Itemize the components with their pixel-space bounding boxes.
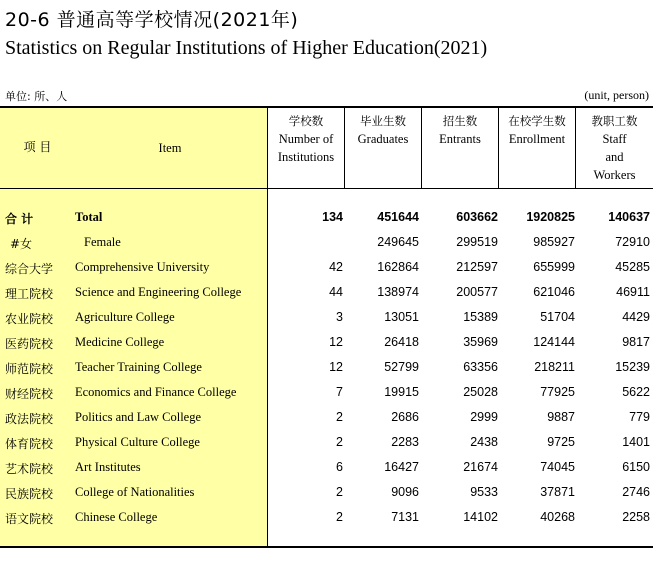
cell-staff: 4429 — [622, 310, 650, 324]
row-label-english: College of Nationalities — [75, 485, 195, 499]
row-label-english: Female — [84, 235, 121, 249]
header-entrants — [422, 108, 498, 188]
row-label-chinese: 财经院校 — [5, 387, 54, 401]
header-staff — [576, 108, 653, 188]
table-row — [0, 335, 653, 360]
cell-institutions: 2 — [336, 435, 343, 449]
cell-enrollment: 9887 — [547, 410, 575, 424]
cell-staff: 6150 — [622, 460, 650, 474]
cell-graduates: 249645 — [377, 235, 419, 249]
header-staff-chinese: 教职工数 — [591, 114, 638, 128]
cell-institutions: 12 — [329, 335, 343, 349]
row-label-chinese: 医药院校 — [5, 337, 54, 351]
cell-staff: 140637 — [608, 210, 650, 224]
row-label-chinese: 政法院校 — [5, 412, 54, 426]
header-graduates — [345, 108, 421, 188]
header-enrollment-chinese: 在校学生数 — [508, 114, 566, 128]
header-item-english: Item — [158, 141, 182, 155]
row-label-english: Art Institutes — [75, 460, 141, 474]
row-label-english: Physical Culture College — [75, 435, 200, 449]
unit-label-english: (unit, person) — [584, 88, 649, 102]
cell-entrants: 299519 — [456, 235, 498, 249]
cell-staff: 9817 — [622, 335, 650, 349]
cell-enrollment: 51704 — [540, 310, 575, 324]
row-label-english: Teacher Training College — [75, 360, 202, 374]
row-label-chinese: 民族院校 — [5, 487, 54, 501]
cell-institutions: 134 — [322, 210, 343, 224]
table-row — [0, 385, 653, 410]
cell-enrollment: 9725 — [547, 435, 575, 449]
header-staff-english-line3: Workers — [593, 168, 636, 182]
row-label-english: Total — [75, 210, 103, 224]
cell-entrants: 15389 — [463, 310, 498, 324]
unit-label-chinese: 单位: 所、人 — [5, 90, 68, 103]
cell-entrants: 2438 — [470, 435, 498, 449]
cell-graduates: 162864 — [377, 260, 419, 274]
cell-staff: 2258 — [622, 510, 650, 524]
cell-graduates: 19915 — [384, 385, 419, 399]
table-row — [0, 410, 653, 435]
cell-entrants: 212597 — [456, 260, 498, 274]
cell-staff: 779 — [629, 410, 650, 424]
cell-enrollment: 621046 — [533, 285, 575, 299]
statistics-table — [0, 106, 653, 548]
header-staff-english-line1: Staff — [602, 132, 627, 146]
table-title-english: Statistics on Regular Institutions of Higher Education(2021) — [5, 37, 488, 59]
header-entrants-english: Entrants — [439, 132, 481, 146]
row-label-chinese: 体育院校 — [5, 437, 54, 451]
table-bottom-rule — [0, 546, 653, 548]
cell-graduates: 138974 — [377, 285, 419, 299]
cell-enrollment: 77925 — [540, 385, 575, 399]
row-label-chinese: #女 — [10, 237, 33, 251]
table-row-total — [0, 210, 653, 235]
cell-entrants: 9533 — [470, 485, 498, 499]
header-item-chinese: 项 目 — [23, 140, 52, 154]
cell-staff: 46911 — [616, 285, 650, 299]
row-label-chinese: 综合大学 — [5, 262, 54, 276]
row-label-chinese: 语文院校 — [5, 512, 54, 526]
cell-entrants: 63356 — [463, 360, 498, 374]
row-label-english: Medicine College — [75, 335, 165, 349]
row-label-chinese: 理工院校 — [5, 287, 54, 301]
cell-staff: 1401 — [622, 435, 650, 449]
cell-enrollment: 74045 — [540, 460, 575, 474]
cell-graduates: 13051 — [384, 310, 419, 324]
row-label-english: Politics and Law College — [75, 410, 202, 424]
cell-enrollment: 218211 — [534, 360, 575, 374]
cell-graduates: 16427 — [384, 460, 419, 474]
table-row — [0, 360, 653, 385]
cell-staff: 45285 — [615, 260, 650, 274]
cell-graduates: 2283 — [391, 435, 419, 449]
table-row — [0, 310, 653, 335]
cell-institutions: 7 — [336, 385, 343, 399]
row-label-english: Chinese College — [75, 510, 158, 524]
header-enrollment-english: Enrollment — [508, 132, 566, 146]
row-label-english: Agriculture College — [75, 310, 175, 324]
cell-institutions: 42 — [329, 260, 343, 274]
cell-enrollment: 985927 — [533, 235, 575, 249]
cell-institutions: 44 — [329, 285, 343, 299]
row-label-chinese: 农业院校 — [5, 312, 54, 326]
cell-graduates: 7131 — [391, 510, 419, 524]
row-label-chinese: 合 计 — [5, 212, 34, 226]
table-row — [0, 460, 653, 485]
header-institutions-english-line1: Number of — [278, 132, 334, 146]
header-institutions — [268, 108, 344, 188]
header-graduates-chinese: 毕业生数 — [360, 114, 406, 128]
table-row — [0, 485, 653, 510]
cell-enrollment: 655999 — [533, 260, 575, 274]
cell-enrollment: 37871 — [540, 485, 575, 499]
row-label-english: Comprehensive University — [75, 260, 210, 274]
cell-entrants: 14102 — [463, 510, 498, 524]
header-staff-english-line2: and — [605, 150, 624, 164]
cell-institutions: 6 — [336, 460, 343, 474]
cell-staff: 2746 — [622, 485, 650, 499]
cell-enrollment: 1920825 — [526, 210, 575, 224]
cell-enrollment: 40268 — [540, 510, 575, 524]
cell-graduates: 9096 — [391, 485, 419, 499]
table-row — [0, 435, 653, 460]
table-row — [0, 510, 653, 535]
row-label-english: Science and Engineering College — [75, 285, 242, 299]
cell-entrants: 603662 — [456, 210, 498, 224]
cell-staff: 5622 — [622, 385, 650, 399]
header-enrollment — [499, 108, 575, 188]
cell-entrants: 200577 — [456, 285, 498, 299]
header-bottom-rule — [0, 188, 653, 189]
cell-institutions: 2 — [336, 485, 343, 499]
row-label-chinese: 艺术院校 — [5, 462, 54, 476]
header-institutions-english-line2: Institutions — [277, 150, 335, 164]
row-label-english: Economics and Finance College — [75, 385, 237, 399]
table-row — [0, 260, 653, 285]
cell-entrants: 25028 — [463, 385, 498, 399]
row-label-chinese: 师范院校 — [5, 362, 54, 376]
cell-institutions: 2 — [336, 510, 343, 524]
header-graduates-english: Graduates — [357, 132, 409, 146]
cell-graduates: 26418 — [384, 335, 419, 349]
table-row — [0, 285, 653, 310]
cell-entrants: 21674 — [463, 460, 498, 474]
header-entrants-chinese: 招生数 — [442, 114, 478, 128]
cell-institutions: 3 — [336, 310, 343, 324]
cell-staff: 15239 — [615, 360, 650, 374]
header-institutions-chinese: 学校数 — [288, 114, 324, 128]
cell-graduates: 52799 — [384, 360, 419, 374]
cell-institutions: 12 — [329, 360, 343, 374]
table-title-chinese: 20-6 普通高等学校情况(2021年) — [5, 9, 299, 31]
table-row-female — [0, 235, 653, 260]
cell-entrants: 2999 — [470, 410, 498, 424]
cell-institutions: 2 — [336, 410, 343, 424]
cell-enrollment: 124144 — [533, 335, 575, 349]
cell-entrants: 35969 — [463, 335, 498, 349]
cell-graduates: 2686 — [391, 410, 419, 424]
cell-staff: 72910 — [615, 235, 650, 249]
cell-graduates: 451644 — [377, 210, 419, 224]
